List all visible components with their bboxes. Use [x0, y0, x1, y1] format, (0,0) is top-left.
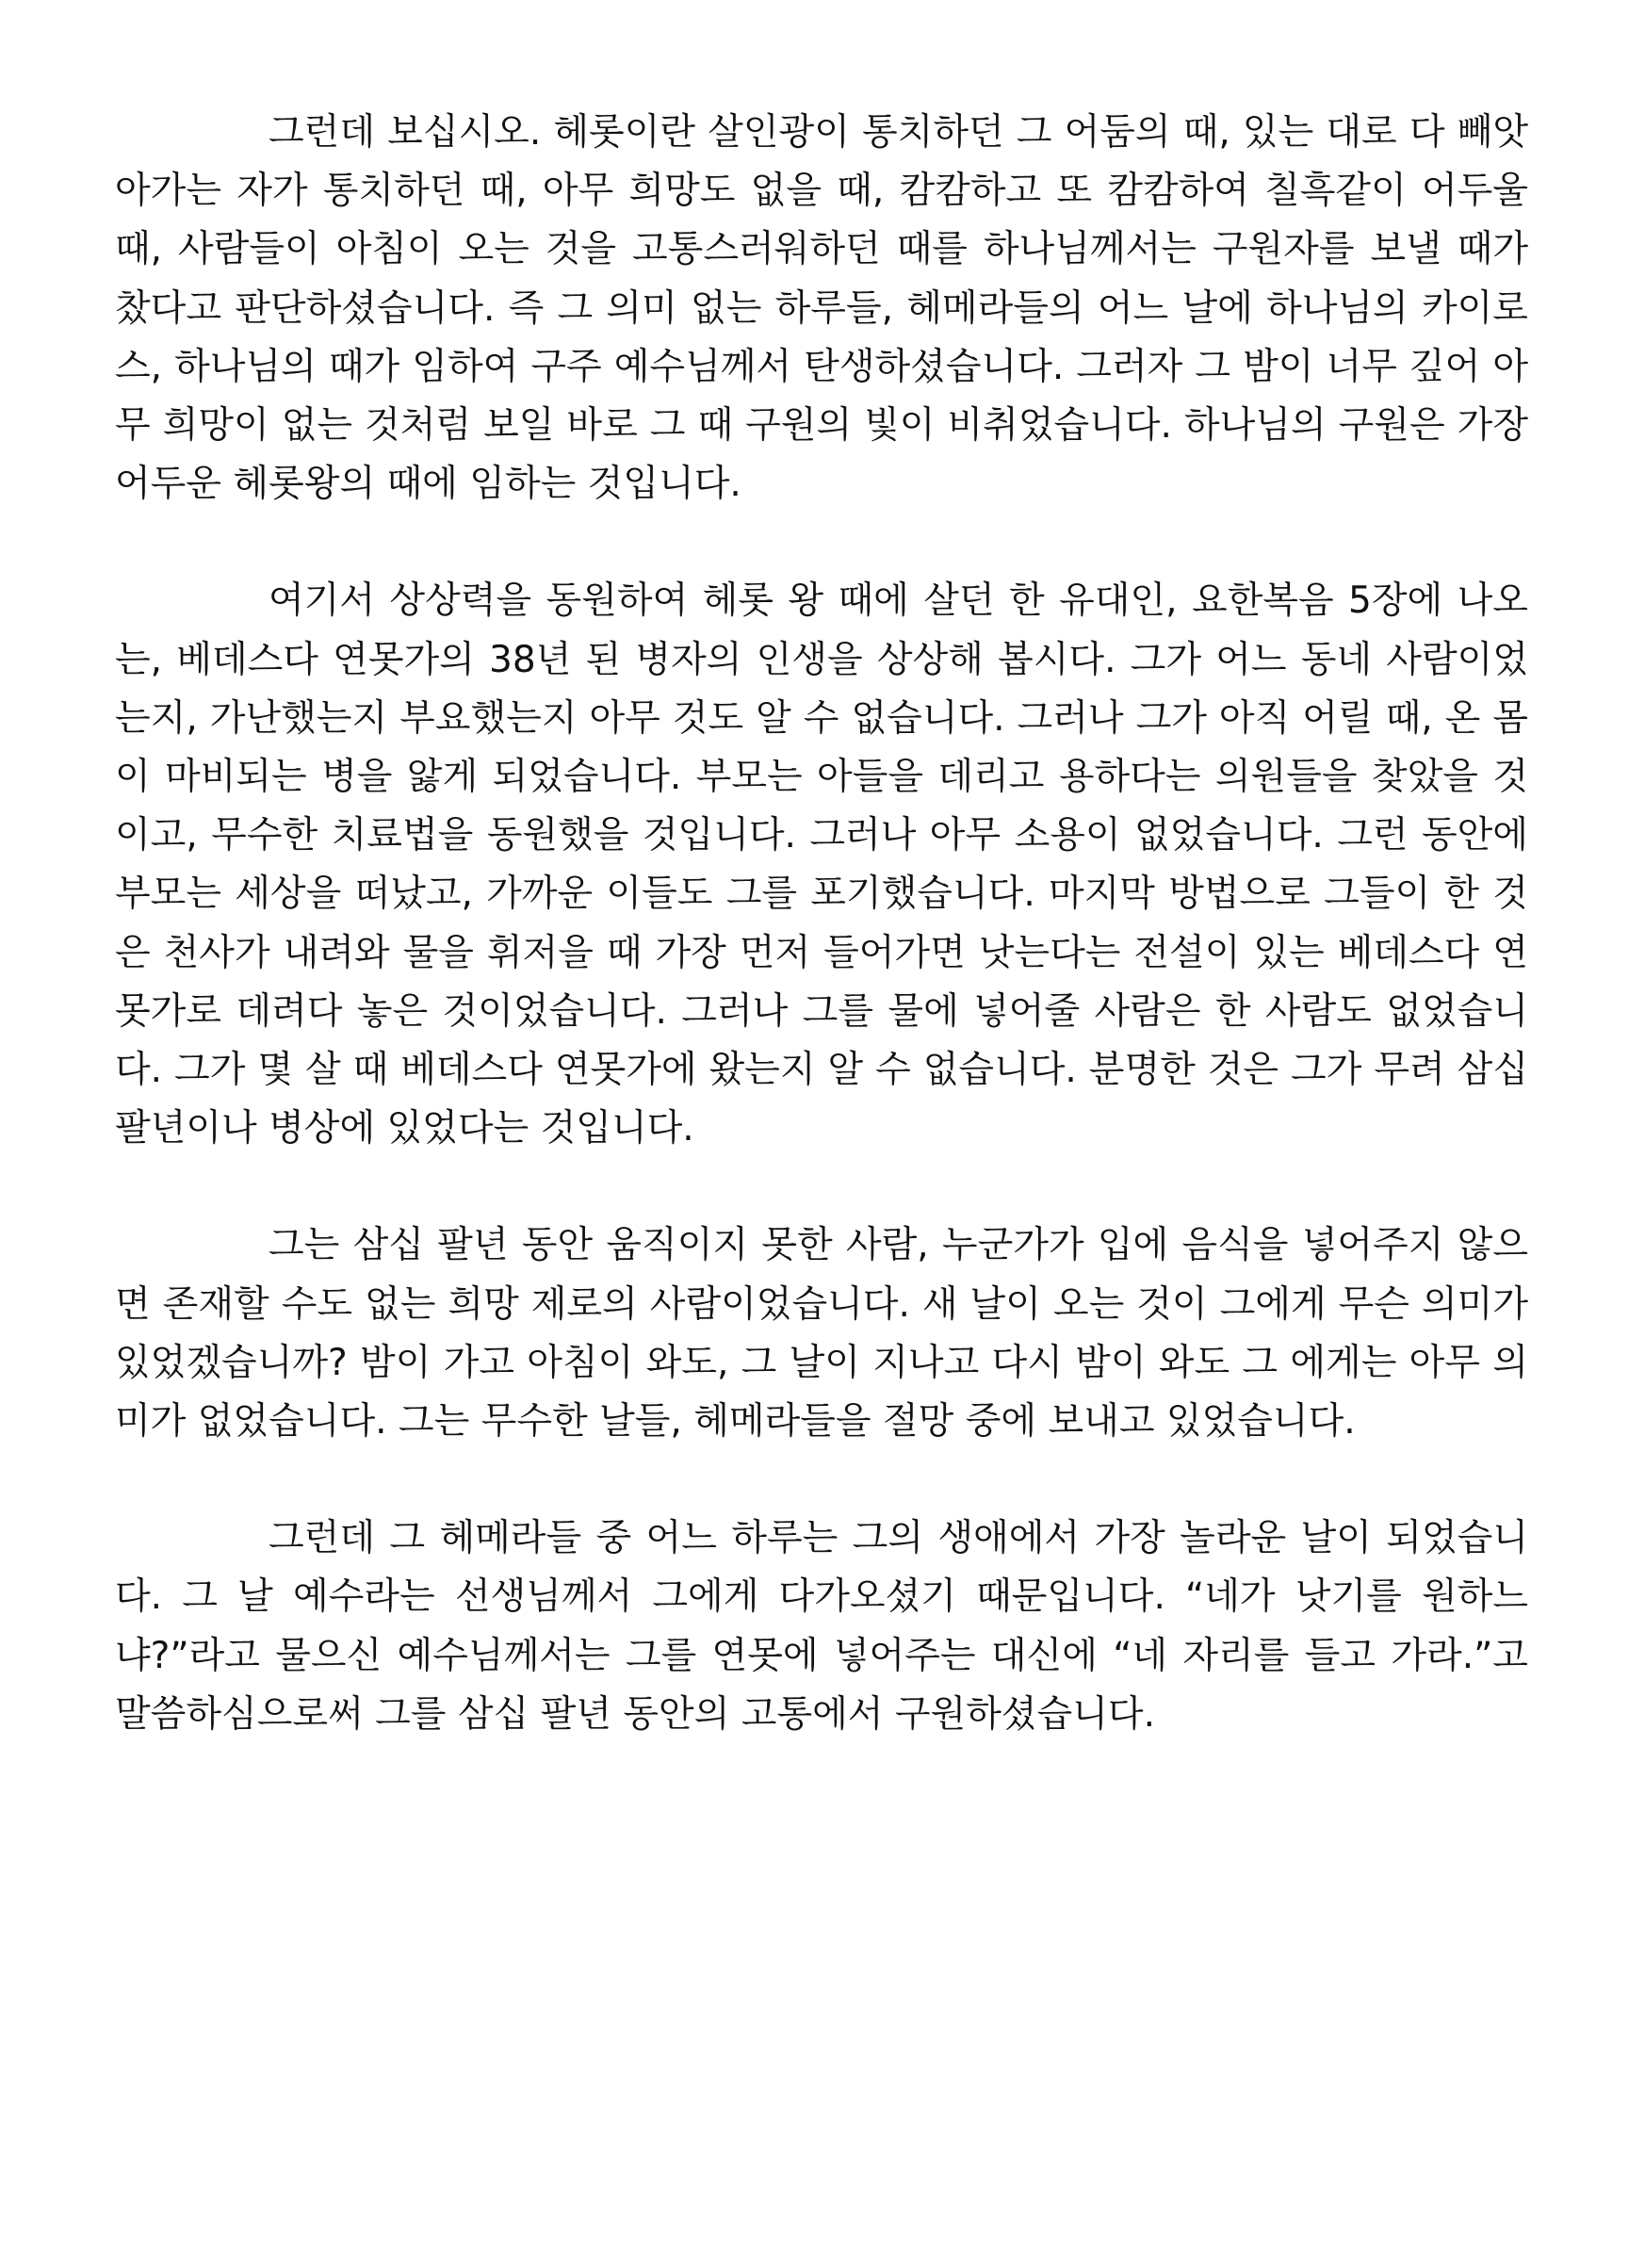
- document-body: [115, 104, 1528, 1803]
- paragraph-4: 그런데 그 헤메라들 중 어느 하루는 그의 생애에서 가장 놀라운 날이 되었습니다. 그 날 예수라는 선생님께서 그에게 다가오셨기 때문입니다. “네가 낫기를 원하느냐?”라고 물으신 예수님께서는 그를 연못에 넣어주는 대신에 “네 자리를 들고 가라.”고 말씀하심으로써 그를 삼십 팔년 동안의 고통에서 구원하셨습니다.: [115, 1517, 1528, 1736]
- paragraph-3: 그는 삼십 팔년 동안 움직이지 못한 사람, 누군가가 입에 음식을 넣어주지 않으면 존재할 수도 없는 희망 제로의 사람이었습니다. 새 날이 오는 것이 그에게 무슨 의미가 있었겠습니까? 밤이 가고 아침이 와도, 그 날이 지나고 다시 밤이 와도 그 에게는 아무 의미가 없었습니다. 그는 무수한 날들, 헤메라들을 절망 중에 보내고 있었습니다.: [115, 1224, 1528, 1444]
- paragraph-2: 여기서 상상력을 동원하여 헤롯 왕 때에 살던 한 유대인, 요한복음 5장에 나오는, 베데스다 연못가의 38년 된 병자의 인생을 상상해 봅시다. 그가 어느 동네 사람이었는지, 가난했는지 부요했는지 아무 것도 알 수 없습니다. 그러나 그가 아직 어릴 때, 온 몸이 마비되는 병을 앓게 되었습니다. 부모는 아들을 데리고 용하다는 의원들을 찾았을 것이고, 무수한 치료법을 동원했을 것입니다. 그러나 아무 소용이 없었습니다. 그런 동안에 부모는 세상을 떠났고, 가까운 이들도 그를 포기했습니다. 마지막 방법으로 그들이 한 것은 천사가 내려와 물을 휘저을 때 가장 먼저 들어가면 낫는다는 전설이 있는 베데스다 연못가로 데려다 놓은 것이었습니다. 그러나 그를 물에 넣어줄 사람은 한 사람도 없었습니다. 그가 몇 살 때 베데스다 연못가에 왔는지 알 수 없습니다. 분명한 것은 그가 무려 삼십 팔년이나 병상에 있었다는 것입니다.: [115, 579, 1528, 1150]
- paragraph-1: 그런데 보십시오. 헤롯이란 살인광이 통치하던 그 어둠의 때, 있는 대로 다 빼앗아가는 자가 통치하던 때, 아무 희망도 없을 때, 캄캄하고 또 캄캄하여 칠흑같이 어두울 때, 사람들이 아침이 오는 것을 고통스러워하던 때를 하나님께서는 구원자를 보낼 때가 찼다고 판단하셨습니다. 즉 그 의미 없는 하루들, 헤메라들의 어느 날에 하나님의 카이로스, 하나님의 때가 임하여 구주 예수님께서 탄생하셨습니다. 그러자 그 밤이 너무 깊어 아무 희망이 없는 것처럼 보일 바로 그 때 구원의 빛이 비취었습니다. 하나님의 구원은 가장 어두운 헤롯왕의 때에 임하는 것입니다.: [115, 111, 1528, 506]
